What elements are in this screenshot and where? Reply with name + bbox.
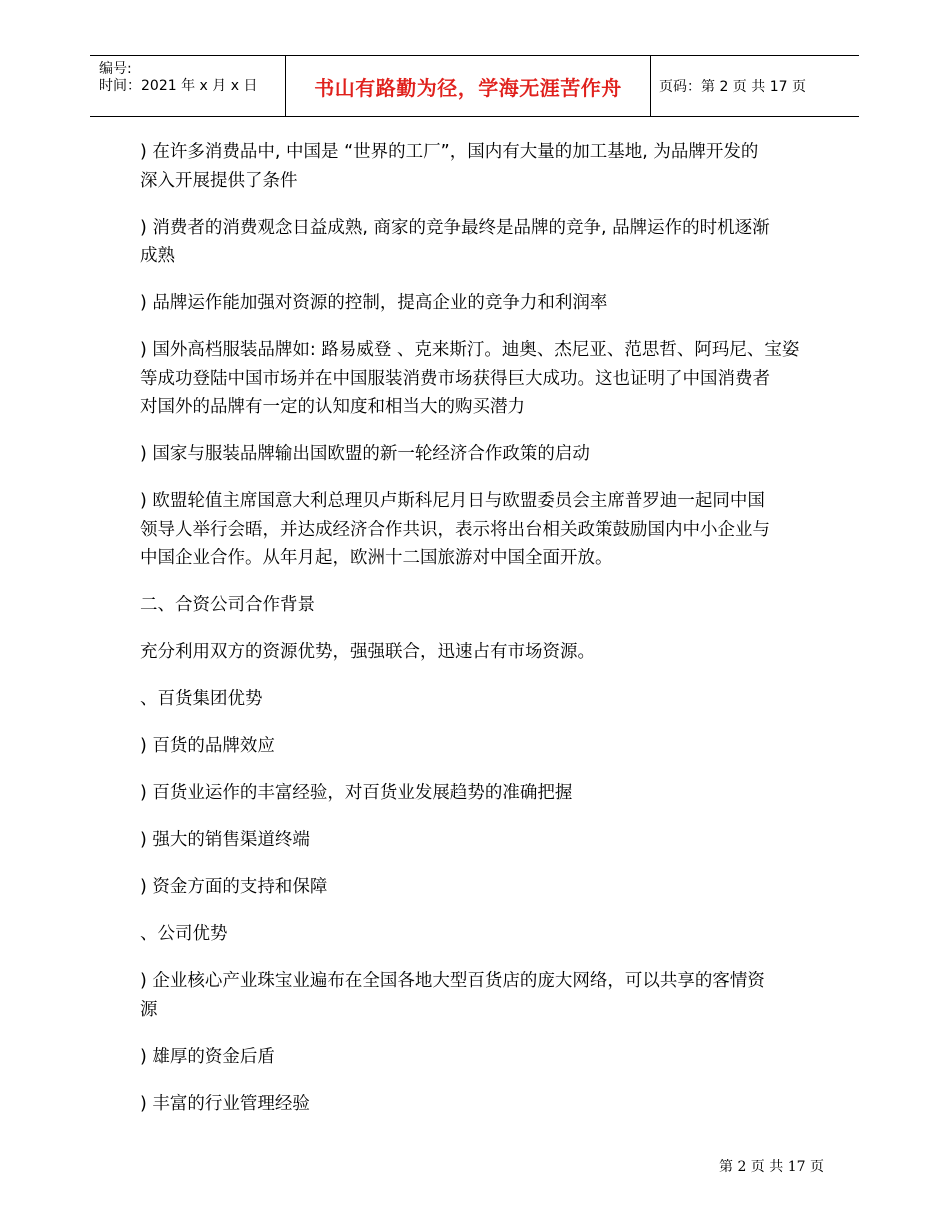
body-paragraph bbox=[140, 1043, 830, 1072]
paragraph-line: ) 在许多消费品中, 中国是 “世界的工厂”，国内有大量的加工基地, 为品牌开发的 bbox=[140, 142, 759, 162]
paragraph-line: ) 国外高档服装品牌如: 路易威登 、克来斯汀。迪奥、杰尼亚、范思哲、阿玛尼、宝姿 bbox=[140, 340, 800, 360]
paragraph-line: 源 bbox=[140, 999, 158, 1020]
document-date-label: 时间：2021 年 x 月 x 日 bbox=[99, 78, 258, 94]
body-paragraph bbox=[140, 336, 830, 422]
paragraph-line: ) 雄厚的资金后盾 bbox=[140, 1046, 275, 1067]
paragraph-line: 、公司优势 bbox=[140, 924, 228, 944]
page-footer: 第 2 页 共 17 页 bbox=[719, 1159, 824, 1175]
paragraph-line: 成熟 bbox=[140, 246, 175, 266]
paragraph-line: ) 资金方面的支持和保障 bbox=[140, 877, 328, 897]
paragraph-line: 领导人举行会晤，并达成经济合作共识，表示将出台相关政策鼓励国内中小企业与 bbox=[140, 519, 770, 540]
body-paragraph bbox=[140, 685, 830, 714]
body-paragraph bbox=[140, 487, 830, 573]
body-paragraph bbox=[140, 214, 830, 271]
page-header bbox=[90, 55, 859, 117]
paragraph-line: ) 百货的品牌效应 bbox=[140, 736, 275, 756]
paragraph-line: ) 品牌运作能加强对资源的控制，提高企业的竞争力和利润率 bbox=[140, 293, 608, 313]
paragraph-line: ) 百货业运作的丰富经验，对百货业发展趋势的准确把握 bbox=[140, 783, 573, 803]
body-paragraph bbox=[140, 732, 830, 761]
body-paragraph bbox=[140, 826, 830, 855]
body-paragraph bbox=[140, 873, 830, 902]
paragraph-line: 深入开展提供了条件 bbox=[140, 170, 298, 191]
document-body bbox=[140, 138, 830, 1137]
paragraph-line: ) 欧盟轮值主席国意大利总理贝卢斯科尼月日与欧盟委员会主席普罗迪一起同中国 bbox=[140, 491, 765, 511]
paragraph-line: ) 国家与服装品牌输出国欧盟的新一轮经济合作政策的启动 bbox=[140, 444, 590, 464]
header-meta bbox=[90, 56, 285, 116]
body-paragraph bbox=[140, 138, 830, 195]
paragraph-line: ) 消费者的消费观念日益成熟, 商家的竞争最终是品牌的竞争, 品牌运作的时机逐渐 bbox=[140, 217, 770, 238]
paragraph-line: ) 丰富的行业管理经验 bbox=[140, 1093, 310, 1114]
paragraph-line: 二、合资公司合作背景 bbox=[140, 595, 315, 615]
paragraph-line: 中国企业合作。从年月起，欧洲十二国旅游对中国全面开放。 bbox=[140, 548, 613, 568]
header-motto: 书山有路勤为径，学海无涯苦作舟 bbox=[314, 75, 622, 100]
body-paragraph bbox=[140, 289, 830, 318]
paragraph-line: ) 强大的销售渠道终端 bbox=[140, 830, 310, 850]
body-paragraph bbox=[140, 638, 830, 667]
paragraph-line: 对国外的品牌有一定的认知度和相当大的购买潜力 bbox=[140, 397, 525, 417]
body-paragraph bbox=[140, 1090, 830, 1119]
body-paragraph bbox=[140, 920, 830, 949]
body-paragraph bbox=[140, 440, 830, 469]
paragraph-line: ) 企业核心产业珠宝业遍布在全国各地大型百货店的庞大网络，可以共享的客情资 bbox=[140, 971, 765, 991]
header-page-cell bbox=[650, 56, 859, 116]
body-paragraph bbox=[140, 591, 830, 620]
header-motto-cell bbox=[285, 56, 651, 116]
paragraph-line: 等成功登陆中国市场并在中国服装消费市场获得巨大成功。这也证明了中国消费者 bbox=[140, 368, 770, 389]
document-number-label: 编号: bbox=[99, 61, 132, 77]
paragraph-line: 、百货集团优势 bbox=[140, 689, 263, 709]
paragraph-line: 充分利用双方的资源优势，强强联合，迅速占有市场资源。 bbox=[140, 642, 595, 662]
body-paragraph bbox=[140, 967, 830, 1024]
header-page-number: 页码：第 2 页 共 17 页 bbox=[659, 79, 806, 95]
body-paragraph bbox=[140, 779, 830, 808]
